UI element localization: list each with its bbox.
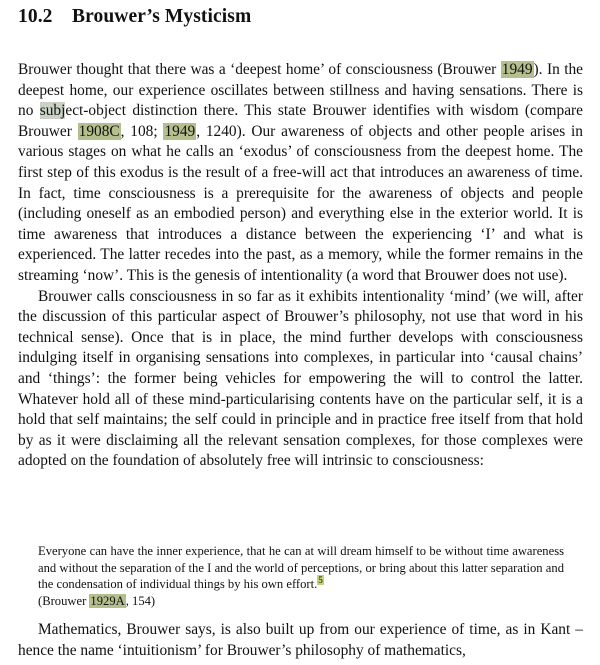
section-title: Brouwer’s Mysticism bbox=[72, 6, 252, 27]
p1-text-4: , 108; bbox=[120, 122, 164, 140]
paragraph-2: Brouwer calls consciousness in so far as it exhibits intentionality ‘mind’ (we will, after the discussion of this particular aspect of Brouwer’s philosophy, not use that word in his technical sense). Once that is in place, the mind further develops with consciousness indulging itself in organising sensations into complexes, in particular into ‘causal chains’ and ‘things’: the former being vehicles for empowering the will to control the latter. Whatever hold all of these mind-particularising contents have on the particular self, it is a hold that self maintains; the self could in principle and in practice free itself from that hold by as it were disclaiming all the relevant sensation complexes, for those complexes were adopted on the foundation of absolutely free will intrinsic to consciousness: bbox=[18, 287, 583, 470]
citation-link-1949[interactable]: 1949 bbox=[501, 61, 533, 78]
block-quote bbox=[38, 543, 564, 609]
p1-text-5: , 1240). Our awareness of objects and other people arises in various stages on what he calls an ‘exodus’ of consciousness from the deepest home. The first step of this exodus is the result of a free-will act that introduces an awareness of time. In fact, time consciousness is a prerequisite for the awareness of objects and people (including oneself as an embodied person) and everything else in the exterior world. It is time awareness that introduces a distance between the experiencing ‘I’ and what is experienced. The latter recedes into the past, as a memory, while the former remains in the streaming ‘now’. This is the genesis of intentionality (a word that Brouwer does not use). bbox=[18, 122, 583, 284]
section-number: 10.2 bbox=[18, 6, 53, 27]
p1-text-1: Brouwer thought that there was a ‘deepest home’ of consciousness (Brouwer bbox=[18, 61, 501, 78]
section-heading bbox=[18, 6, 251, 28]
quote-text: Everyone can have the inner experience, that he can at will dream himself to be without time awareness and without the separation of the I and the world of perceptions, or bring about this latter separation and the condensation of individual things by his own effort. bbox=[38, 544, 564, 591]
citation-link-1908c[interactable]: 1908C bbox=[78, 122, 120, 140]
footnote-marker[interactable]: 5 bbox=[318, 574, 323, 585]
quote-cite-suffix: , 154) bbox=[125, 593, 156, 608]
p1-text-2: ). In the deepest home, our experience oscillates between stillness and having sensations. There is no bbox=[18, 61, 584, 120]
paragraph-3: Mathematics, Brouwer says, is also built up from our experience of time, as in Kant – hence the name ‘intuitionism’ for Brouwer’s philosophy of mathematics, bbox=[18, 621, 583, 659]
paragraph-1 bbox=[18, 60, 583, 287]
body-text bbox=[18, 60, 583, 472]
quote-cite-prefix: (Brouwer bbox=[38, 593, 90, 608]
citation-link-1929a[interactable]: 1929A bbox=[90, 593, 125, 608]
p1-text-3: ect-object distinction there. This state Brouwer identifies with wisdom (compare Brouwer bbox=[18, 102, 583, 140]
citation-link-1949-b[interactable]: 1949 bbox=[164, 122, 196, 140]
text-highlight: subj bbox=[39, 102, 66, 120]
